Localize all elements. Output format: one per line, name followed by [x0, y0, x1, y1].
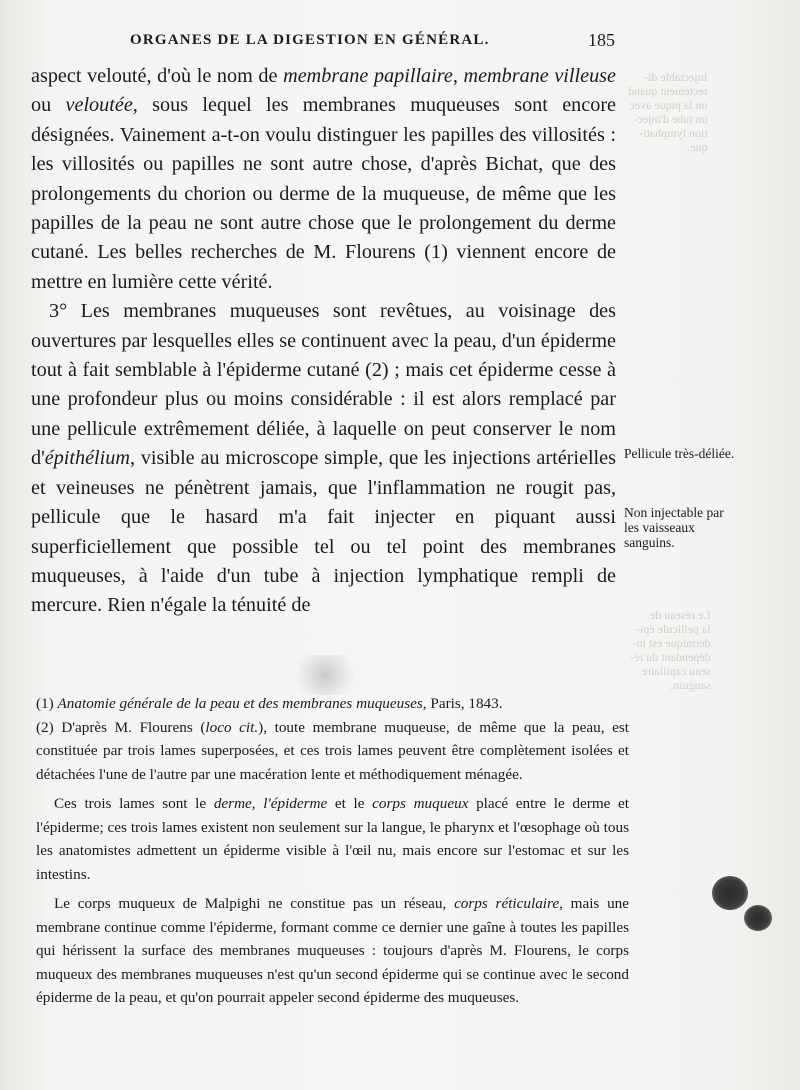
footnotes [36, 692, 629, 1010]
text-run: Le corps muqueux de Malpighi ne constitue pas un réseau, [54, 895, 455, 912]
italic-term: loco cit. [205, 718, 259, 736]
italic-term: membrane papillaire, membrane villeuse [283, 65, 617, 87]
text-run: , [251, 795, 264, 812]
italic-term: Anatomie générale de la peau et des membranes muqueuses [57, 695, 423, 712]
text-run: , visible au microscope simple, que les injections artérielles et veineuses ne pénètrent jamais, que l'inflammation ne rougit pas, pellicule que le hasard m'a fait injecter en piquant aussi superficiellement que possible tel ou tel point des membranes muqueuses, à l'aide d'un tube à injection lymphatique rempli de mercure. Rien n'égale la ténuité de [31, 447, 616, 617]
italic-term: veloutée [65, 94, 133, 117]
ink-stain [744, 905, 772, 931]
footnote-2 [36, 716, 629, 787]
text-run: , mais une membrane continue comme l'épiderme, formant comme ce dernier une gaîne à toutes les papilles qui hérissent la surface des membranes muqueuses : toujours d'après M. Flourens, le corps muqueux des membranes muqueuses n'est qu'un second épiderme qui se continue avec le second épiderme de la peau, et qu'on pourrait appeler second épiderme des muqueuses. [36, 895, 630, 1006]
footnote-2-malpighi [36, 892, 629, 1010]
paragraph-1 [31, 62, 616, 297]
page-number: 185 [588, 30, 615, 50]
paragraph-2 [31, 297, 616, 620]
footnote-2-continued [36, 792, 629, 886]
text-run: et le [327, 795, 373, 812]
text-run: ou [31, 94, 66, 117]
text-run: , sous lequel les membranes muqueuses sont encore désignées. Vainement a-t-on voulu distinguer les papilles des villosités : les villosités ou papilles ne sont autre chose, d'après Bichat, que des prolongements du chorion ou derme de la muqueuse, de même que les papilles de la peau ne sont autre chose que le prolongement du derme cutané. Les belles recherches de M. Flourens (1) viennent encore de mettre en lumière cette vérité. [31, 94, 617, 293]
ink-stain [712, 876, 748, 910]
main-text [31, 62, 616, 621]
italic-term: derme [213, 795, 252, 812]
margin-note-non-injectable: Non injectable par les vaisseaux sanguins. [624, 505, 724, 550]
text-run: aspect velouté, d'où le nom de [31, 65, 284, 87]
italic-term: corps réticulaire [454, 895, 560, 912]
text-run: (1) [36, 695, 58, 712]
text-run: placé entre le derme et l'épiderme; ces trois lames existent non seulement sur la langue, le pharynx et l'œsophage où tous les anatomistes admettent un épiderme visible à l'œil nu, mais encore sur l'estomac et sur les intestins. [36, 795, 630, 883]
italic-term: épithélium [44, 447, 130, 470]
text-run: Ces trois lames sont le [54, 795, 214, 812]
footnote-1 [36, 692, 629, 716]
text-run: 3° Les membranes muqueuses sont revêtues, au voisinage des ouvertures par lesquelles elles se continuent avec la peau, d'un épiderme tout à fait semblable à l'épiderme cutané (2) ; mais cet épiderme cesse à une profondeur plus ou moins considérable : il est alors remplacé par une pellicule extrêmement déliée, à laquelle on peut conserver le nom d' [31, 300, 616, 470]
text-run: , Paris, 1843. [422, 695, 503, 712]
show-through-marks: Injectable di- rectement quand on la pique avec un tube d'injec- tion lymphati- que. [628, 70, 708, 154]
italic-term: l'épiderme [263, 795, 328, 812]
paper-speckle [290, 655, 360, 695]
italic-term: corps muqueux [372, 795, 469, 812]
margin-note-pellicule: Pellicule très-déliée. [624, 446, 735, 461]
text-run: (2) D'après M. Flourens ( [36, 718, 206, 736]
running-head [130, 30, 615, 54]
show-through-marks: Le réseau de la pellicule épi- dermique est in- dépendant du ré- seau capillaire sanguin. [630, 608, 711, 692]
text-run: ), toute membrane muqueuse, de même que la peau, est constituée par trois lames superposées, et ces trois lames peuvent être complètement isolées et détachées l'une de l'autre par une macération lente et méthodiquement ménagée. [36, 718, 629, 783]
chapter-title: ORGANES DE LA DIGESTION EN GÉNÉRAL. [130, 32, 490, 48]
